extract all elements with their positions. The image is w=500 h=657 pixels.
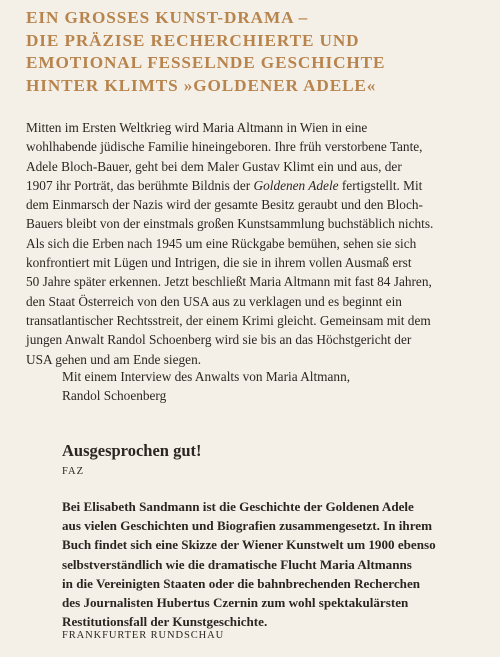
description-text: fertigstellt. Mit [338, 177, 423, 193]
quote-line: Restitutionsfall der Kunstgeschichte. [62, 614, 268, 630]
headline [26, 7, 486, 97]
description-line: Bauers bleibt von der einstmals großen Kunstsammlung buchstäblich nichts. [26, 216, 434, 232]
quote-line: in die Vereinigten Staaten oder die bahnbrechenden Recherchen [62, 575, 421, 591]
description-line-with-title [26, 176, 478, 195]
description-line: konfrontiert mit Lügen und Intrigen, die sie in ihrem vollen Ausmaß erst [26, 255, 412, 271]
review-title: Ausgesprochen gut! [62, 441, 202, 460]
description-line: Als sich die Erben nach 1945 um eine Rückgabe bemühen, sehen sie sich [26, 235, 417, 251]
headline-line: EIN GROSSES KUNST-DRAMA – [26, 8, 309, 27]
headline-line: DIE PRÄZISE RECHERCHIERTE UND [26, 30, 360, 50]
description-text: 1907 ihr Porträt, das berühmte Bildnis der [26, 177, 254, 193]
interview-note [62, 367, 472, 406]
quote-line: Bei Elisabeth Sandmann ist die Geschichte der Goldenen Adele [62, 499, 414, 514]
headline-line: HINTER KLIMTS »GOLDENER ADELE« [26, 75, 377, 95]
quote-line: Buch findet sich eine Skizze der Wiener Kunstwelt um 1900 ebenso [62, 537, 436, 553]
review-quote [62, 497, 482, 631]
description-line: Mitten im Ersten Weltkrieg wird Maria Altmann in Wien in eine [26, 120, 368, 135]
description-line: dem Einmarsch der Nazis wird der gesamte Besitz geraubt und den Bloch- [26, 197, 423, 213]
interview-line: Randol Schoenberg [62, 388, 167, 404]
description-line: wohlhabende jüdische Familie hineingeboren. Ihre früh verstorbene Tante, [26, 139, 423, 155]
description-line: jungen Anwalt Randol Schoenberg wird sie bis an das Höchstgericht der [26, 332, 412, 348]
review-title-source: FAZ [62, 466, 85, 477]
headline-line: EMOTIONAL FESSELNDE GESCHICHTE [26, 53, 386, 72]
quote-line: selbstverständlich wie die dramatische Flucht Maria Altmanns [62, 556, 412, 572]
description-line: 50 Jahre später erkennen. Jetzt beschließt Maria Altmann mit fast 84 Jahren, [26, 274, 432, 290]
review-quote-source: FRANKFURTER RUNDSCHAU [62, 630, 225, 641]
painting-title: Goldenen Adele [253, 177, 339, 193]
description-line: transatlantischer Rechtsstreit, der einem Krimi gleicht. Gemeinsam mit dem [26, 312, 431, 328]
interview-line: Mit einem Interview des Anwalts von Maria Altmann, [62, 369, 351, 384]
book-description [26, 118, 478, 369]
description-line: Adele Bloch-Bauer, geht bei dem Maler Gustav Klimt ein und aus, der [26, 158, 402, 174]
quote-line: des Journalisten Hubertus Czernin zum wohl spektakulärsten [62, 595, 409, 611]
description-line: USA gehen und am Ende siegen. [26, 351, 202, 367]
description-line: den Staat Österreich von den USA aus zu verklagen und es beginnt ein [26, 293, 402, 309]
quote-line: aus vielen Geschichten und Biografien zusammengesetzt. In ihrem [62, 518, 433, 534]
